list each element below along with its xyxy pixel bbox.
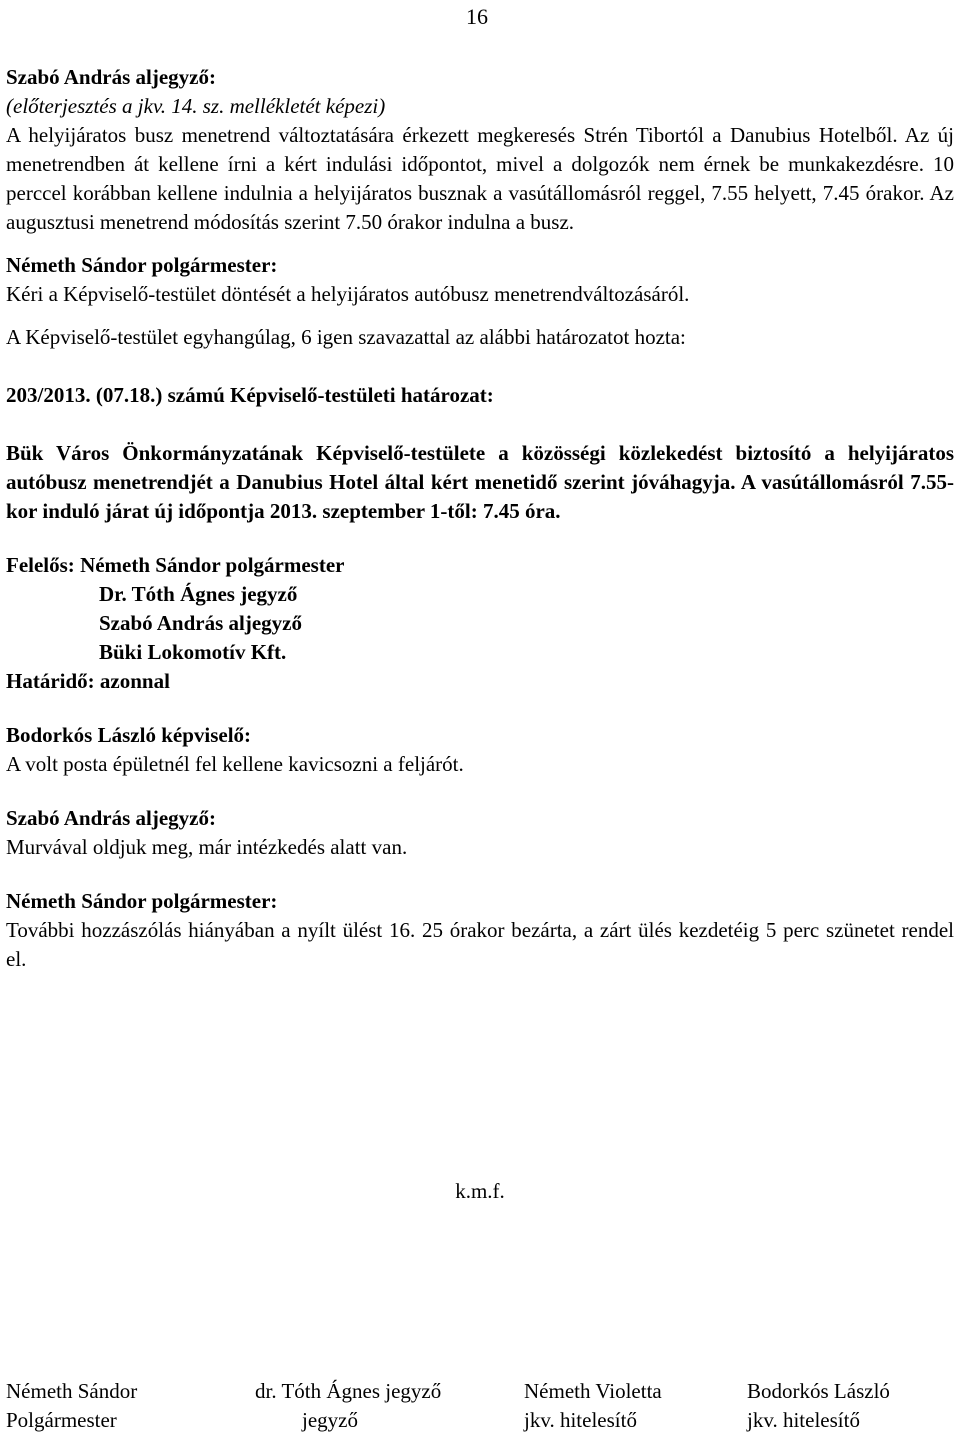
speaker-name: Németh Sándor polgármester: xyxy=(6,253,278,277)
speech-text: A volt posta épületnél fel kellene kavicsozni a feljárót. xyxy=(6,752,464,776)
attachment-note: (előterjesztés a jkv. 14. sz. mellékletét képezi) xyxy=(6,94,386,118)
speaker-name: Bodorkós László képviselő: xyxy=(6,723,252,747)
responsible-person: Büki Lokomotív Kft. xyxy=(99,640,287,664)
signature-notary xyxy=(255,1377,441,1435)
signature-role: jkv. hitelesítő xyxy=(747,1408,860,1432)
section-aljegyzo-1 xyxy=(6,63,954,237)
signature-name: Bodorkós László xyxy=(747,1379,890,1403)
document-body xyxy=(6,63,954,974)
signature-role: jkv. hitelesítő xyxy=(524,1408,637,1432)
deadline: Határidő: azonnal xyxy=(6,669,170,693)
signature-authenticator-2 xyxy=(747,1377,890,1435)
responsible-person: Szabó András aljegyző xyxy=(99,611,303,635)
section-aljegyzo-2 xyxy=(6,804,954,862)
kmf-mark: k.m.f. xyxy=(455,1179,505,1203)
responsible-person: Dr. Tóth Ágnes jegyző xyxy=(99,582,298,606)
resolution-title: számú Képviselő-testületi határozat: xyxy=(162,383,494,407)
section-bodorkos xyxy=(6,721,954,779)
responsible-person: Németh Sándor polgármester xyxy=(80,553,345,577)
speech-text: Murvával oldjuk meg, már intézkedés alatt van. xyxy=(6,835,408,859)
responsible-label: Felelős: xyxy=(6,553,81,577)
signature-role: Polgármester xyxy=(6,1408,117,1432)
signature-mayor xyxy=(6,1377,137,1435)
signature-name: dr. Tóth Ágnes jegyző xyxy=(255,1379,442,1403)
section-polgarmester-2 xyxy=(6,887,954,974)
signature-name: Németh Violetta xyxy=(524,1379,662,1403)
speaker-name: Németh Sándor polgármester: xyxy=(6,889,278,913)
signature-authenticator-1 xyxy=(524,1377,662,1435)
resolution-number: 203/2013. (07.18.) xyxy=(6,383,163,407)
resolution-heading xyxy=(6,381,954,410)
speech-text: Kéri a Képviselő-testület döntését a helyijáratos autóbusz menetrendváltozásáról. xyxy=(6,282,690,306)
signature-name: Németh Sándor xyxy=(6,1379,138,1403)
resolution-body: Bük Város Önkormányzatának Képviselő-testülete a közösségi közlekedést biztosító a helyijáratos autóbusz menetrendjét a Danubius Hotel által kért menetidő szerint jóváhagyja. A vasútállomásról 7.55-kor induló járat új időpontja 2013. szeptember 1-től: 7.45 óra. xyxy=(6,441,954,523)
speech-text: A helyijáratos busz menetrend változtatására érkezett megkeresés Strén Tibortól a Danubius Hotelből. Az új menetrendben át kellene írni a kért indulási időpontot, mivel a dolgozók nem érnek be munkakezdésre. 10 perccel korábban kellene indulnia a helyijáratos busznak a vasútállomásról reggel, 7.55 helyett, 7.45 órakor. Az augusztusi menetrend módosítás szerint 7.50 órakor indulna a busz. xyxy=(6,123,954,234)
vote-statement: A Képviselő-testület egyhangúlag, 6 igen szavazattal az alábbi határozatot hozta: xyxy=(6,325,686,349)
page-number: 16 xyxy=(466,4,488,29)
speech-text: További hozzászólás hiányában a nyílt ülést 16. 25 órakor bezárta, a zárt ülés kezdetéig 5 perc szünetet rendel el. xyxy=(6,918,954,971)
speaker-name: Szabó András aljegyző: xyxy=(6,65,216,89)
signature-role: jegyző xyxy=(302,1408,358,1432)
section-polgarmester-1 xyxy=(6,251,954,309)
responsible-first xyxy=(6,551,954,580)
speaker-name: Szabó András aljegyző: xyxy=(6,806,216,830)
responsible-block xyxy=(6,551,954,696)
